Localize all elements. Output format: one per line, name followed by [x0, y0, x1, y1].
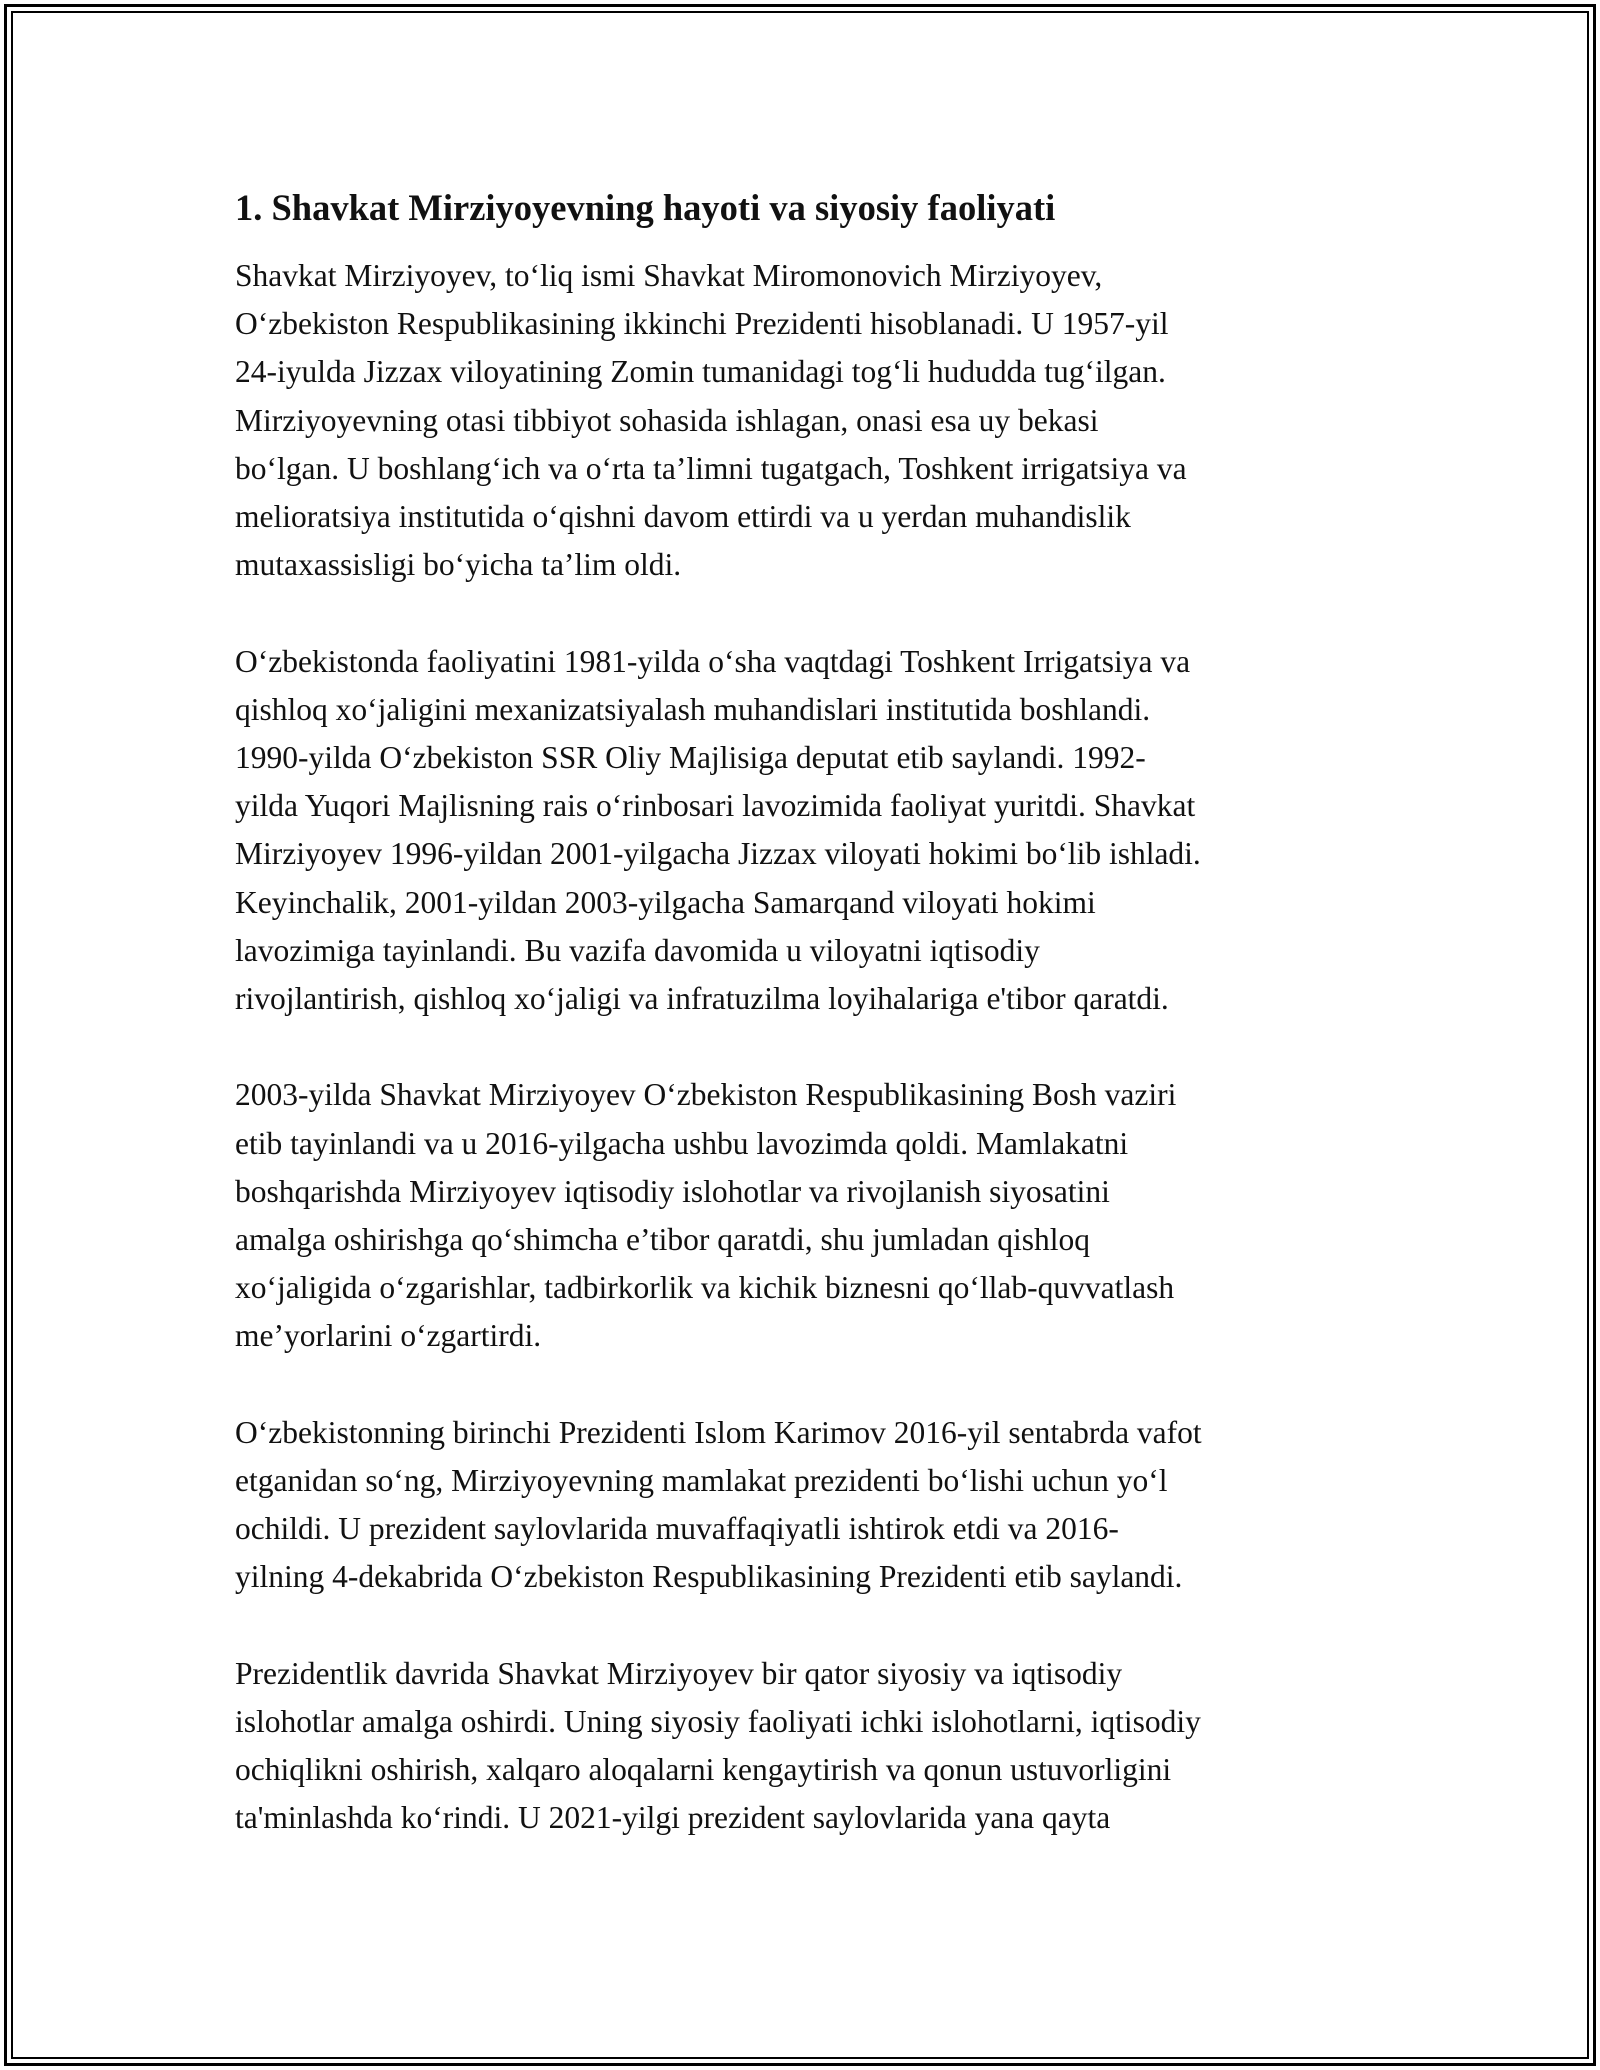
text-line: amalga oshirishga qo‘shimcha e’tibor qaratdi, shu jumladan qishloq — [235, 1222, 1090, 1258]
text-line: 24-iyulda Jizzax viloyatining Zomin tumanidagi tog‘li hududda tug‘ilgan. — [235, 354, 1166, 390]
paragraph-presidency-election — [235, 1409, 1375, 1602]
text-line: 2003-yilda Shavkat Mirziyoyev O‘zbekiston Respublikasining Bosh vaziri — [235, 1077, 1177, 1113]
text-line: rivojlantirish, qishloq xo‘jaligi va infratuzilma loyihalariga e'tibor qaratdi. — [235, 981, 1169, 1017]
text-line: Mirziyoyev 1996-yildan 2001-yilgacha Jizzax viloyati hokimi bo‘lib ishladi. — [235, 836, 1201, 872]
text-line: ochiqlikni oshirish, xalqaro aloqalarni kengaytirish va qonun ustuvorligini — [235, 1752, 1172, 1788]
text-line: islohotlar amalga oshirdi. Uning siyosiy faoliyati ichki islohotlarni, iqtisodiy — [235, 1704, 1201, 1740]
paragraph-early-career — [235, 638, 1375, 1024]
text-line: qishloq xo‘jaligini mexanizatsiyalash muhandislari institutida boshlandi. — [235, 691, 1151, 727]
paragraph-biography — [235, 252, 1375, 589]
paragraph-prime-minister — [235, 1071, 1375, 1360]
text-line: Shavkat Mirziyoyev, to‘liq ismi Shavkat Miromonovich Mirziyoyev, — [235, 258, 1103, 293]
text-line: yilning 4-dekabrida O‘zbekiston Respublikasining Prezidenti etib saylandi. — [235, 1559, 1183, 1595]
text-line: boshqarishda Mirziyoyev iqtisodiy islohotlar va rivojlanish siyosatini — [235, 1173, 1110, 1209]
text-line: bo‘lgan. U boshlang‘ich va o‘rta ta’limni tugatgach, Toshkent irrigatsiya va — [235, 450, 1187, 486]
text-line: Prezidentlik davrida Shavkat Mirziyoyev bir qator siyosiy va iqtisodiy — [235, 1655, 1123, 1691]
document-body — [235, 184, 1375, 1891]
text-line: O‘zbekiston Respublikasining ikkinchi Prezidenti hisoblanadi. U 1957-yil — [235, 306, 1169, 342]
document-title: 1. Shavkat Mirziyoyevning hayoti va siyosiy faoliyati — [235, 187, 1056, 228]
text-line: etganidan so‘ng, Mirziyoyevning mamlakat prezidenti bo‘lishi uchun yo‘l — [235, 1463, 1168, 1499]
text-line: lavozimiga tayinlandi. Bu vazifa davomida u viloyatni iqtisodiy — [235, 932, 1040, 968]
text-line: ochildi. U prezident saylovlarida muvaffaqiyatli ishtirok etdi va 2016- — [235, 1511, 1119, 1547]
text-line: yilda Yuqori Majlisning rais o‘rinbosari lavozimida faoliyat yuritdi. Shavkat — [235, 788, 1196, 824]
text-line: melioratsiya institutida o‘qishni davom ettirdi va u yerdan muhandislik — [235, 499, 1131, 535]
text-line: O‘zbekistonda faoliyatini 1981-yilda o‘sha vaqtdagi Toshkent Irrigatsiya va — [235, 643, 1191, 679]
text-line: 1990-yilda O‘zbekiston SSR Oliy Majlisiga deputat etib saylandi. 1992- — [235, 740, 1146, 776]
text-line: Keyinchalik, 2001-yildan 2003-yilgacha Samarqand viloyati hokimi — [235, 884, 1096, 920]
text-line: O‘zbekistonning birinchi Prezidenti Islom Karimov 2016-yil sentabrda vafot — [235, 1414, 1202, 1450]
paragraph-reforms — [235, 1650, 1375, 1843]
text-line: ta'minlashda ko‘rindi. U 2021-yilgi prezident saylovlarida yana qayta — [235, 1800, 1111, 1836]
text-line: Mirziyoyevning otasi tibbiyot sohasida ishlagan, onasi esa uy bekasi — [235, 402, 1099, 438]
text-line: xo‘jaligida o‘zgarishlar, tadbirkorlik va kichik biznesni qo‘llab-quvvatlash — [235, 1270, 1175, 1306]
text-line: me’yorlarini o‘zgartirdi. — [235, 1318, 542, 1354]
text-line: mutaxassisligi bo‘yicha ta’lim oldi. — [235, 547, 682, 583]
text-line: etib tayinlandi va u 2016-yilgacha ushbu lavozimda qoldi. Mamlakatni — [235, 1125, 1129, 1161]
